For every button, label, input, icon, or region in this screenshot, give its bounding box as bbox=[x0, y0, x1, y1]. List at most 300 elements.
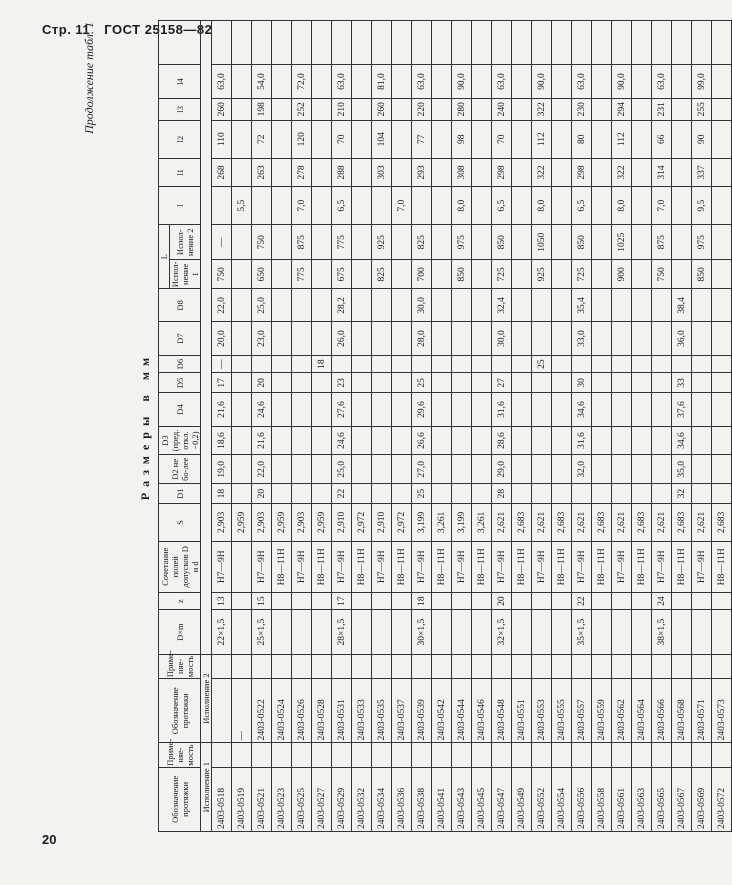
cell-l1: 268 bbox=[212, 158, 232, 187]
cell-designation-v1: 2403-0519 bbox=[232, 767, 252, 831]
col-d5: D5 bbox=[159, 373, 201, 393]
cell-d1 bbox=[372, 484, 392, 504]
cell-d5 bbox=[632, 373, 652, 393]
cell-z bbox=[452, 592, 472, 610]
cell-l1: 288 bbox=[332, 158, 352, 187]
cell-L-v1 bbox=[592, 260, 612, 289]
cell-l3 bbox=[712, 98, 732, 120]
table-title: Размеры в мм bbox=[138, 351, 152, 501]
cell-applicability-v2 bbox=[512, 654, 532, 678]
cell-l2: 98 bbox=[452, 120, 472, 158]
cell-d1 bbox=[452, 484, 472, 504]
cell-z bbox=[432, 592, 452, 610]
cell-d6 bbox=[492, 355, 512, 373]
cell-l1 bbox=[232, 158, 252, 187]
cell-L-v2 bbox=[512, 224, 532, 259]
cell-l3 bbox=[232, 98, 252, 120]
cell-tolerance: H8—11H bbox=[432, 541, 452, 592]
cell-L-v2: — bbox=[212, 224, 232, 259]
cell-d8 bbox=[532, 289, 552, 322]
cell-d4 bbox=[432, 393, 452, 426]
cell-d4 bbox=[652, 393, 672, 426]
cell-l4: 99,0 bbox=[692, 65, 712, 98]
cell-l2 bbox=[632, 120, 652, 158]
col-L-version1: Испол-нение 1 bbox=[170, 261, 200, 288]
cell-d1: 22 bbox=[332, 484, 352, 504]
cell-designation-v1: 2403-0536 bbox=[392, 767, 412, 831]
cell-l2 bbox=[672, 120, 692, 158]
cell-l4 bbox=[712, 65, 732, 98]
cell-dxm bbox=[612, 610, 632, 654]
cell-l4: 90,0 bbox=[532, 65, 552, 98]
cell-extra bbox=[592, 21, 612, 65]
table-row bbox=[572, 21, 592, 832]
cell-d8 bbox=[692, 289, 712, 322]
cell-z bbox=[272, 592, 292, 610]
cell-d7 bbox=[232, 322, 252, 355]
cell-d6 bbox=[592, 355, 612, 373]
cell-designation-v1: 2403-0521 bbox=[252, 767, 272, 831]
cell-d4 bbox=[632, 393, 652, 426]
cell-d4 bbox=[232, 393, 252, 426]
cell-d1: 20 bbox=[252, 484, 272, 504]
cell-d3 bbox=[592, 426, 612, 455]
cell-l4 bbox=[592, 65, 612, 98]
cell-l1: 322 bbox=[612, 158, 632, 187]
cell-d8 bbox=[432, 289, 452, 322]
cell-extra bbox=[552, 21, 572, 65]
cell-tolerance: H8—11H bbox=[472, 541, 492, 592]
cell-l2: 66 bbox=[652, 120, 672, 158]
cell-s: 3,199 bbox=[412, 504, 432, 542]
col-d3: D3 (пред. откл. −0,2) bbox=[159, 426, 201, 455]
cell-L-v1 bbox=[632, 260, 652, 289]
cell-d1: 25 bbox=[412, 484, 432, 504]
cell-d1 bbox=[432, 484, 452, 504]
cell-s: 3,261 bbox=[432, 504, 452, 542]
cell-applicability-v2 bbox=[452, 654, 472, 678]
cell-designation-v2: 2403-0555 bbox=[552, 679, 572, 743]
cell-designation-v2: 2403-0571 bbox=[692, 679, 712, 743]
cell-applicability-v2 bbox=[652, 654, 672, 678]
cell-l3: 198 bbox=[252, 98, 272, 120]
cell-d8 bbox=[552, 289, 572, 322]
cell-d2: 29,0 bbox=[492, 455, 512, 484]
cell-dxm: 35×1,5 bbox=[572, 610, 592, 654]
cell-L-v2: 1050 bbox=[532, 224, 552, 259]
cell-designation-v2: 2403-0542 bbox=[432, 679, 452, 743]
cell-d2: 27,0 bbox=[412, 455, 432, 484]
cell-l4: 63,0 bbox=[412, 65, 432, 98]
cell-d7 bbox=[532, 322, 552, 355]
cell-s: 2,683 bbox=[712, 504, 732, 542]
cell-applicability-v1 bbox=[312, 743, 332, 767]
cell-d3 bbox=[452, 426, 472, 455]
cell-d7 bbox=[452, 322, 472, 355]
cell-L-v1 bbox=[232, 260, 252, 289]
cell-L-v1: 750 bbox=[652, 260, 672, 289]
cell-d1 bbox=[652, 484, 672, 504]
cell-d5: 17 bbox=[212, 373, 232, 393]
cell-d2 bbox=[552, 455, 572, 484]
cell-designation-v2: 2403-0562 bbox=[612, 679, 632, 743]
table-row bbox=[292, 21, 312, 832]
cell-d4: 29,6 bbox=[412, 393, 432, 426]
cell-applicability-v1 bbox=[612, 743, 632, 767]
cell-l4: 63,0 bbox=[572, 65, 592, 98]
cell-d1 bbox=[312, 484, 332, 504]
cell-d2 bbox=[612, 455, 632, 484]
cell-d7 bbox=[432, 322, 452, 355]
cell-extra bbox=[432, 21, 452, 65]
cell-d7 bbox=[692, 322, 712, 355]
cell-d1 bbox=[552, 484, 572, 504]
table-row bbox=[452, 21, 472, 832]
table-row bbox=[612, 21, 632, 832]
cell-l1: 298 bbox=[492, 158, 512, 187]
cell-d1 bbox=[472, 484, 492, 504]
page-label: Стр. 11 bbox=[42, 22, 91, 37]
cell-s: 2,683 bbox=[672, 504, 692, 542]
cell-l bbox=[432, 187, 452, 225]
cell-l bbox=[212, 187, 232, 225]
cell-l4 bbox=[232, 65, 252, 98]
cell-L-v1: 900 bbox=[612, 260, 632, 289]
cell-d3 bbox=[352, 426, 372, 455]
cell-applicability-v1 bbox=[392, 743, 412, 767]
cell-l1 bbox=[432, 158, 452, 187]
cell-l4: 81,0 bbox=[372, 65, 392, 98]
cell-L-v2: 875 bbox=[292, 224, 312, 259]
cell-applicability-v2 bbox=[572, 654, 592, 678]
cell-designation-v1: 2403-0565 bbox=[652, 767, 672, 831]
cell-d1 bbox=[292, 484, 312, 504]
cell-dxm bbox=[512, 610, 532, 654]
col-L-group: L bbox=[159, 224, 170, 288]
cell-z bbox=[612, 592, 632, 610]
cell-d6 bbox=[352, 355, 372, 373]
cell-l1: 278 bbox=[292, 158, 312, 187]
cell-d8 bbox=[712, 289, 732, 322]
cell-l3 bbox=[312, 98, 332, 120]
cell-d3: 21,6 bbox=[252, 426, 272, 455]
cell-d1 bbox=[392, 484, 412, 504]
col-applicability: Приме-няе-мость bbox=[159, 743, 201, 767]
cell-L-v1 bbox=[552, 260, 572, 289]
cell-z: 18 bbox=[412, 592, 432, 610]
cell-z bbox=[632, 592, 652, 610]
cell-l2 bbox=[352, 120, 372, 158]
cell-d6 bbox=[332, 355, 352, 373]
cell-d2 bbox=[652, 455, 672, 484]
col-l: l bbox=[159, 187, 201, 225]
cell-extra bbox=[672, 21, 692, 65]
cell-L-v2 bbox=[592, 224, 612, 259]
cell-dxm bbox=[452, 610, 472, 654]
cell-l3 bbox=[392, 98, 412, 120]
cell-d6 bbox=[372, 355, 392, 373]
cell-l3 bbox=[472, 98, 492, 120]
cell-L-v2: 975 bbox=[692, 224, 712, 259]
cell-d5 bbox=[392, 373, 412, 393]
cell-l2: 110 bbox=[212, 120, 232, 158]
cell-L-v2: 775 bbox=[332, 224, 352, 259]
cell-d3 bbox=[532, 426, 552, 455]
cell-d8 bbox=[272, 289, 292, 322]
cell-dxm: 30×1,5 bbox=[412, 610, 432, 654]
cell-l4: 63,0 bbox=[212, 65, 232, 98]
cell-d2 bbox=[472, 455, 492, 484]
cell-d7 bbox=[292, 322, 312, 355]
col-s: S bbox=[159, 504, 201, 542]
cell-d3: 28,6 bbox=[492, 426, 512, 455]
cell-d3 bbox=[272, 426, 292, 455]
cell-l: 7,0 bbox=[292, 187, 312, 225]
cell-applicability-v1 bbox=[652, 743, 672, 767]
cell-l2 bbox=[472, 120, 492, 158]
table-row bbox=[712, 21, 732, 832]
cell-d1 bbox=[612, 484, 632, 504]
cell-d2 bbox=[292, 455, 312, 484]
cell-s: 2,683 bbox=[552, 504, 572, 542]
cell-s: 3,199 bbox=[452, 504, 472, 542]
cell-L-v2: 825 bbox=[412, 224, 432, 259]
cell-applicability-v1 bbox=[252, 743, 272, 767]
cell-d2: 22,0 bbox=[252, 455, 272, 484]
cell-z bbox=[592, 592, 612, 610]
cell-applicability-v1 bbox=[572, 743, 592, 767]
table-row bbox=[252, 21, 272, 832]
cell-l1: 322 bbox=[532, 158, 552, 187]
cell-tolerance: H7—9H bbox=[692, 541, 712, 592]
cell-extra bbox=[252, 21, 272, 65]
cell-dxm: 25×1,5 bbox=[252, 610, 272, 654]
cell-s: 2,959 bbox=[232, 504, 252, 542]
cell-s: 2,959 bbox=[272, 504, 292, 542]
cell-s: 2,621 bbox=[652, 504, 672, 542]
cell-l2: 120 bbox=[292, 120, 312, 158]
cell-d4: 37,6 bbox=[672, 393, 692, 426]
cell-l2 bbox=[232, 120, 252, 158]
cell-l3: 230 bbox=[572, 98, 592, 120]
cell-designation-v1: 2403-0532 bbox=[352, 767, 372, 831]
cell-d5 bbox=[312, 373, 332, 393]
cell-applicability-v2 bbox=[312, 654, 332, 678]
cell-designation-v2: 2403-0524 bbox=[272, 679, 292, 743]
cell-L-v2 bbox=[392, 224, 412, 259]
cell-l4: 90,0 bbox=[452, 65, 472, 98]
cell-l1: 314 bbox=[652, 158, 672, 187]
cell-d4 bbox=[712, 393, 732, 426]
table-row bbox=[492, 21, 512, 832]
cell-dxm bbox=[532, 610, 552, 654]
cell-d8: 30,0 bbox=[412, 289, 432, 322]
cell-designation-v1: 2403-0556 bbox=[572, 767, 592, 831]
header-filler bbox=[201, 21, 212, 655]
cell-l3 bbox=[632, 98, 652, 120]
cell-l1: 337 bbox=[692, 158, 712, 187]
cell-l4 bbox=[472, 65, 492, 98]
cell-d7: 30,0 bbox=[492, 322, 512, 355]
cell-dxm bbox=[672, 610, 692, 654]
cell-tolerance: H7—9H bbox=[572, 541, 592, 592]
cell-L-v2: 875 bbox=[652, 224, 672, 259]
cell-l1 bbox=[352, 158, 372, 187]
cell-d5 bbox=[292, 373, 312, 393]
cell-tolerance: H7—9H bbox=[412, 541, 432, 592]
cell-L-v1 bbox=[312, 260, 332, 289]
cell-l1: 263 bbox=[252, 158, 272, 187]
col-l4: l4 bbox=[159, 65, 201, 98]
cell-d2 bbox=[272, 455, 292, 484]
table-row bbox=[272, 21, 292, 832]
cell-designation-v1: 2403-0563 bbox=[632, 767, 652, 831]
cell-l bbox=[712, 187, 732, 225]
cell-L-v2 bbox=[552, 224, 572, 259]
cell-z bbox=[672, 592, 692, 610]
cell-designation-v1: 2403-0554 bbox=[552, 767, 572, 831]
cell-d3: 18,6 bbox=[212, 426, 232, 455]
cell-designation-v2: 2403-0533 bbox=[352, 679, 372, 743]
cell-s: 2,910 bbox=[332, 504, 352, 542]
cell-l3: 240 bbox=[492, 98, 512, 120]
cell-z bbox=[392, 592, 412, 610]
cell-d8 bbox=[512, 289, 532, 322]
cell-L-v1: 700 bbox=[412, 260, 432, 289]
cell-s: 2,903 bbox=[212, 504, 232, 542]
col-d8: D8 bbox=[159, 289, 201, 322]
cell-extra bbox=[712, 21, 732, 65]
cell-l bbox=[472, 187, 492, 225]
cell-d3 bbox=[472, 426, 492, 455]
cell-L-v1: 850 bbox=[452, 260, 472, 289]
cell-d8 bbox=[632, 289, 652, 322]
cell-d8 bbox=[292, 289, 312, 322]
cell-l bbox=[272, 187, 292, 225]
cell-d3 bbox=[612, 426, 632, 455]
cell-l: 6,5 bbox=[332, 187, 352, 225]
cell-applicability-v2 bbox=[592, 654, 612, 678]
cell-l bbox=[312, 187, 332, 225]
cell-applicability-v2 bbox=[232, 654, 252, 678]
cell-designation-v2: 2403-0553 bbox=[532, 679, 552, 743]
cell-designation-v2: 2403-0528 bbox=[312, 679, 332, 743]
cell-d5 bbox=[352, 373, 372, 393]
cell-s: 2,621 bbox=[692, 504, 712, 542]
cell-d6 bbox=[272, 355, 292, 373]
cell-d7: 28,0 bbox=[412, 322, 432, 355]
cell-extra bbox=[412, 21, 432, 65]
cell-l2: 104 bbox=[372, 120, 392, 158]
cell-tolerance: H7—9H bbox=[252, 541, 272, 592]
continuation-note: Продолжение табл. 1 bbox=[82, 22, 96, 134]
cell-applicability-v2 bbox=[672, 654, 692, 678]
cell-d7 bbox=[372, 322, 392, 355]
cell-l1: 303 bbox=[372, 158, 392, 187]
cell-d5: 23 bbox=[332, 373, 352, 393]
cell-applicability-v1 bbox=[332, 743, 352, 767]
cell-l3: 260 bbox=[212, 98, 232, 120]
cell-d6 bbox=[652, 355, 672, 373]
cell-l2 bbox=[272, 120, 292, 158]
cell-L-v1: 650 bbox=[252, 260, 272, 289]
cell-d3: 26,6 bbox=[412, 426, 432, 455]
cell-d8: 22,0 bbox=[212, 289, 232, 322]
cell-l2 bbox=[712, 120, 732, 158]
cell-designation-v2: 2403-0546 bbox=[472, 679, 492, 743]
cell-applicability-v2 bbox=[372, 654, 392, 678]
cell-d7 bbox=[352, 322, 372, 355]
cell-applicability-v1 bbox=[632, 743, 652, 767]
cell-extra bbox=[212, 21, 232, 65]
cell-z: 24 bbox=[652, 592, 672, 610]
cell-d7: 20,0 bbox=[212, 322, 232, 355]
cell-d6 bbox=[552, 355, 572, 373]
cell-l1 bbox=[552, 158, 572, 187]
cell-z bbox=[232, 592, 252, 610]
cell-applicability-v2 bbox=[212, 654, 232, 678]
cell-designation-v1: 2403-0547 bbox=[492, 767, 512, 831]
cell-d2 bbox=[352, 455, 372, 484]
cell-s: 2,959 bbox=[312, 504, 332, 542]
cell-designation-v1: 2403-0545 bbox=[472, 767, 492, 831]
cell-l3: 252 bbox=[292, 98, 312, 120]
cell-z bbox=[512, 592, 532, 610]
cell-L-v1: 925 bbox=[532, 260, 552, 289]
cell-s: 2,910 bbox=[372, 504, 392, 542]
cell-d7 bbox=[632, 322, 652, 355]
cell-d3: 34,6 bbox=[672, 426, 692, 455]
cell-d7 bbox=[312, 322, 332, 355]
cell-l4 bbox=[552, 65, 572, 98]
cell-l: 6,5 bbox=[572, 187, 592, 225]
cell-d1 bbox=[232, 484, 252, 504]
cell-d8 bbox=[452, 289, 472, 322]
cell-l2 bbox=[592, 120, 612, 158]
cell-z bbox=[472, 592, 492, 610]
col-applicability-2: Приме-няе-мость bbox=[159, 654, 201, 678]
cell-designation-v1: 2403-0558 bbox=[592, 767, 612, 831]
cell-L-v2 bbox=[712, 224, 732, 259]
cell-s: 2,683 bbox=[632, 504, 652, 542]
cell-d4: 21,6 bbox=[212, 393, 232, 426]
cell-applicability-v1 bbox=[452, 743, 472, 767]
cell-s: 2,683 bbox=[592, 504, 612, 542]
col-l2: l2 bbox=[159, 120, 201, 158]
cell-d7 bbox=[392, 322, 412, 355]
cell-extra bbox=[472, 21, 492, 65]
cell-applicability-v1 bbox=[592, 743, 612, 767]
cell-d3 bbox=[372, 426, 392, 455]
table-row bbox=[312, 21, 332, 832]
cell-extra bbox=[392, 21, 412, 65]
cell-d5 bbox=[372, 373, 392, 393]
cell-l1 bbox=[272, 158, 292, 187]
cell-extra bbox=[332, 21, 352, 65]
cell-d3 bbox=[292, 426, 312, 455]
cell-d7 bbox=[652, 322, 672, 355]
cell-L-v1: 850 bbox=[692, 260, 712, 289]
cell-l3 bbox=[552, 98, 572, 120]
cell-applicability-v1 bbox=[472, 743, 492, 767]
cell-extra bbox=[652, 21, 672, 65]
cell-dxm bbox=[552, 610, 572, 654]
table-row bbox=[692, 21, 712, 832]
cell-dxm bbox=[272, 610, 292, 654]
table-row bbox=[332, 21, 352, 832]
cell-d3 bbox=[392, 426, 412, 455]
cell-l4: 72,0 bbox=[292, 65, 312, 98]
